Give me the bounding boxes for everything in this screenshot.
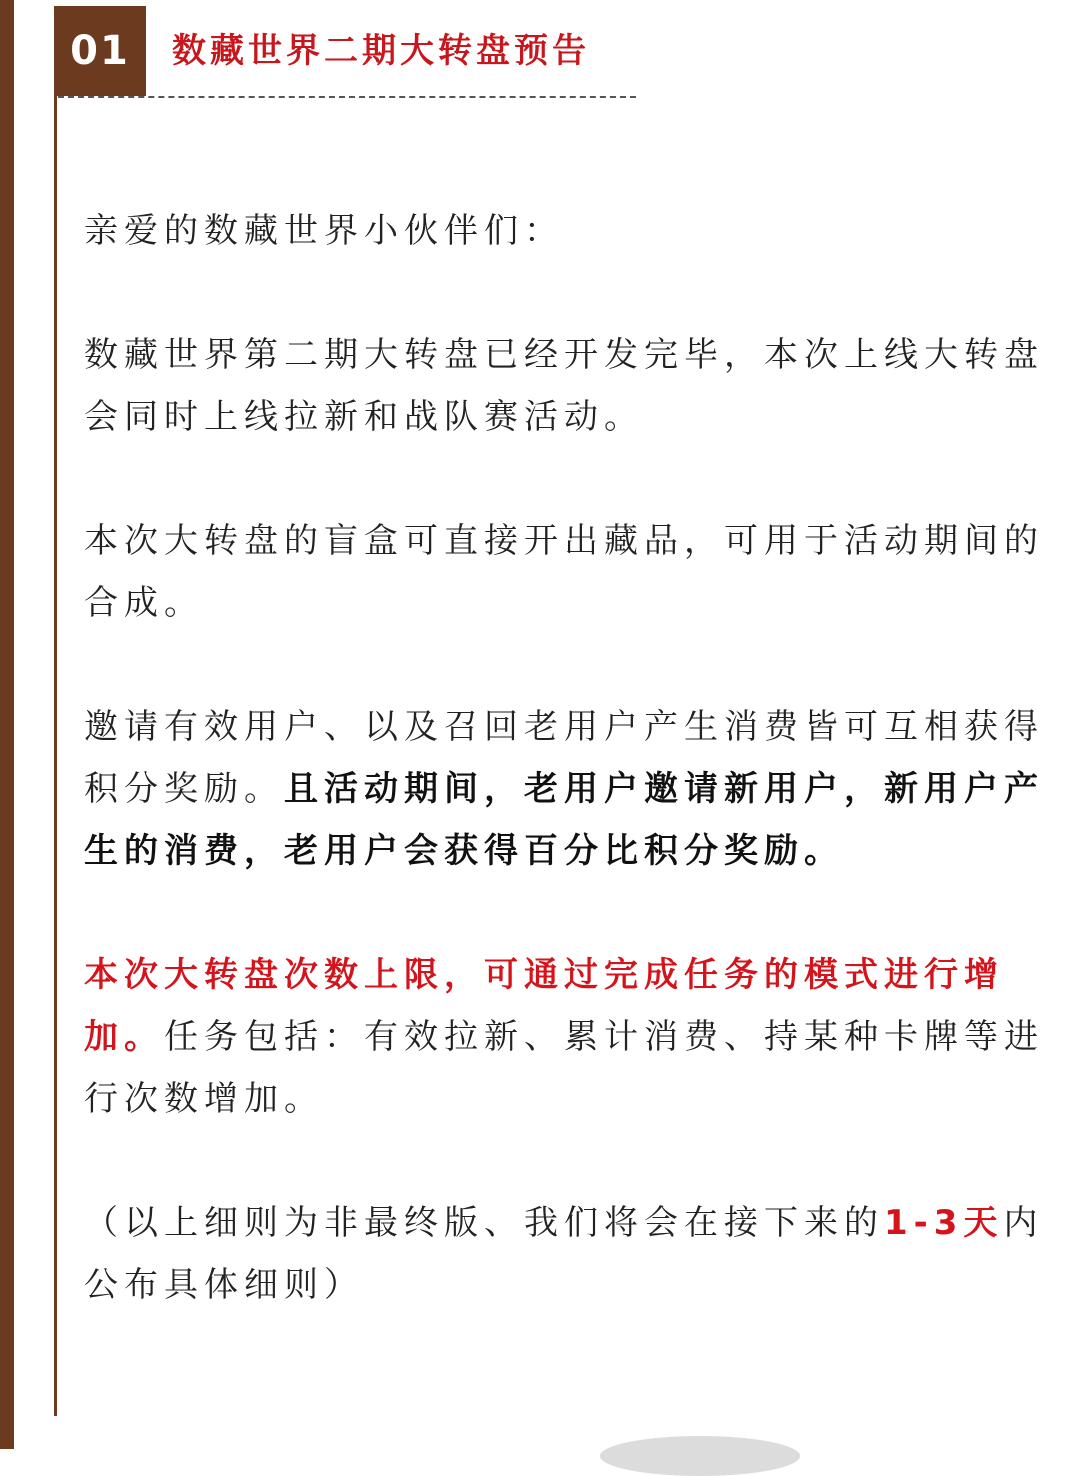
bottom-decoration bbox=[600, 1436, 800, 1476]
disclaimer-text-pre: （以上细则为非最终版、我们将会在接下来的 bbox=[84, 1203, 884, 1243]
paragraph-disclaimer bbox=[84, 1192, 1046, 1316]
paragraph-blind-box: 本次大转盘的盲盒可直接开出藏品，可用于活动期间的合成。 bbox=[84, 521, 1044, 623]
article-body bbox=[84, 200, 1046, 1378]
section-number-badge: 01 bbox=[54, 6, 146, 96]
disclaimer-text-post: 内公布具体细则） bbox=[84, 1203, 1044, 1305]
section-header bbox=[54, 6, 654, 96]
paragraph-release: 数藏世界第二期大转盘已经开发完毕，本次上线大转盘会同时上线拉新和战队赛活动。 bbox=[84, 335, 1044, 437]
limit-highlight: 本次大转盘次数上限，可通过完成任务的模式进行增加。 bbox=[84, 955, 1004, 1057]
disclaimer-days-highlight: 1-3天 bbox=[884, 1203, 1004, 1243]
content-left-rule bbox=[54, 96, 57, 1416]
rewards-highlight: 且活动期间，老用户邀请新用户，新用户产生的消费，老用户会获得百分比积分奖励。 bbox=[84, 769, 1044, 871]
greeting: 亲爱的数藏世界小伙伴们： bbox=[84, 211, 564, 251]
left-border-bar bbox=[0, 0, 14, 1449]
limit-tasks-text: 任务包括：有效拉新、累计消费、持某种卡牌等进行次数增加。 bbox=[84, 1017, 1044, 1119]
header-divider bbox=[58, 96, 636, 98]
paragraph-limit bbox=[84, 944, 1046, 1130]
section-title: 数藏世界二期大转盘预告 bbox=[172, 31, 590, 71]
rewards-text: 邀请有效用户、以及召回老用户产生消费皆可互相获得积分奖励。 bbox=[84, 707, 1044, 809]
paragraph-rewards bbox=[84, 696, 1046, 882]
